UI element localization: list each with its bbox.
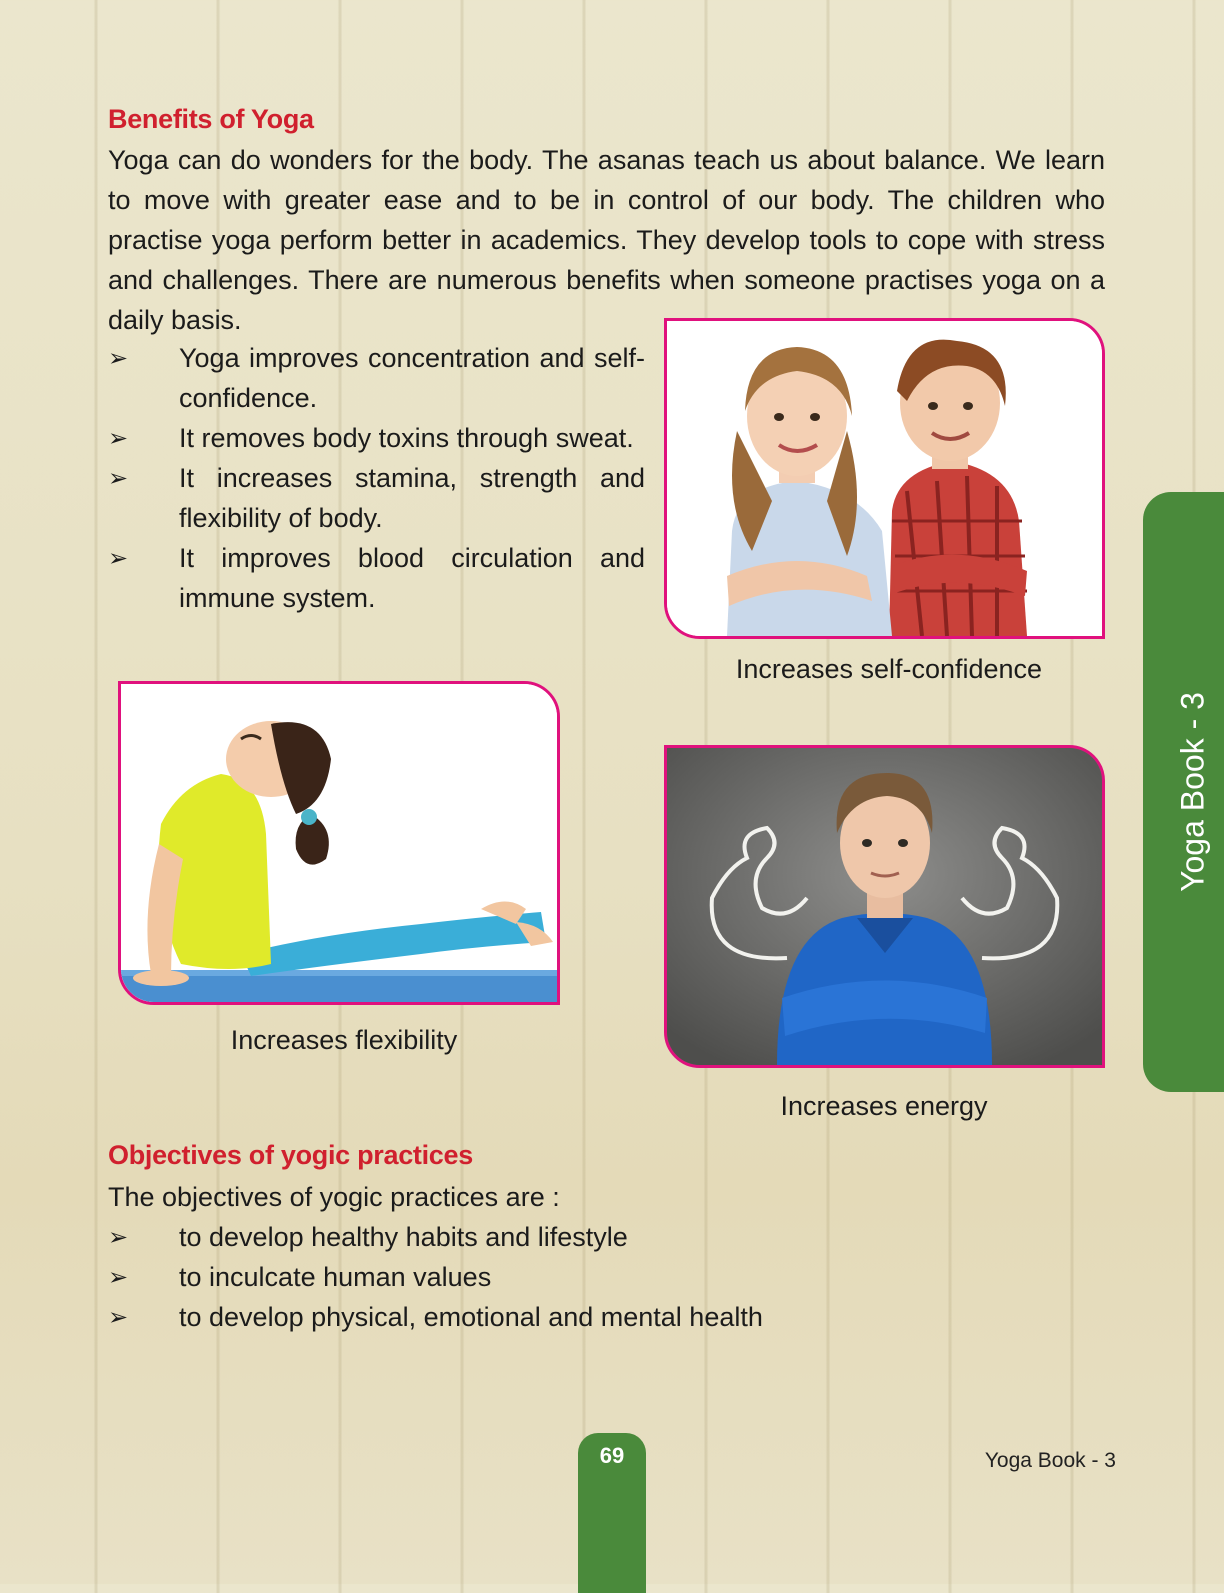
cobra-pose-illustration (121, 684, 557, 1002)
list-item (108, 418, 645, 458)
benefits-list (108, 338, 645, 618)
page-number-tab (578, 1433, 646, 1593)
children-illustration (667, 321, 1102, 636)
list-item-text: to inculcate human values (179, 1262, 492, 1292)
footer-book-title: Yoga Book - 3 (984, 1449, 1116, 1472)
arrow-bullet-icon: ➢ (108, 424, 129, 452)
page-number: 69 (599, 1443, 625, 1468)
list-item-text: It improves blood circulation and immune system. (179, 543, 645, 613)
energy-illustration (667, 748, 1102, 1065)
benefits-heading: Benefits of Yoga (108, 104, 314, 134)
caption-self-confidence: Increases self-confidence (735, 654, 1043, 684)
list-item-text: to develop physical, emotional and mental health (179, 1302, 763, 1332)
list-item (108, 458, 645, 538)
arrow-bullet-icon: ➢ (108, 464, 129, 492)
benefits-list-block (108, 338, 645, 618)
list-item-text: Yoga improves concentration and self-confidence. (179, 343, 645, 413)
benefits-intro-text: Yoga can do wonders for the body. The asanas teach us about balance. We learn to move with greater ease and to be in control of our body. The children who practise yoga perform better in academics. They develop tools to cope with stress and challenges. There are numerous benefits when someone practises yoga on a daily basis. (108, 145, 1105, 335)
arrow-bullet-icon: ➢ (108, 1303, 129, 1331)
photo-flexibility (118, 681, 560, 1005)
list-item (108, 1297, 1008, 1337)
objectives-heading: Objectives of yogic practices (108, 1140, 473, 1170)
caption-flexibility: Increases flexibility (230, 1025, 458, 1055)
objectives-list (108, 1217, 1008, 1337)
list-item (108, 1217, 1008, 1257)
list-item (108, 538, 645, 618)
photo-energy (664, 745, 1105, 1068)
caption-energy: Increases energy (780, 1091, 988, 1121)
objectives-list-block (108, 1217, 1008, 1337)
side-chapter-tab (1143, 492, 1224, 1092)
list-item (108, 338, 645, 418)
benefits-intro-block (108, 140, 1105, 340)
list-item-text: to develop healthy habits and lifestyle (179, 1222, 628, 1252)
arrow-bullet-icon: ➢ (108, 544, 129, 572)
side-tab-label: Yoga Book - 3 (1174, 692, 1211, 892)
list-item (108, 1257, 1008, 1297)
arrow-bullet-icon: ➢ (108, 1223, 129, 1251)
arrow-bullet-icon: ➢ (108, 344, 129, 372)
arrow-bullet-icon: ➢ (108, 1263, 129, 1291)
photo-self-confidence (664, 318, 1105, 639)
list-item-text: It increases stamina, strength and flexibility of body. (179, 463, 645, 533)
objectives-intro: The objectives of yogic practices are : (108, 1182, 560, 1212)
list-item-text: It removes body toxins through sweat. (179, 423, 634, 453)
